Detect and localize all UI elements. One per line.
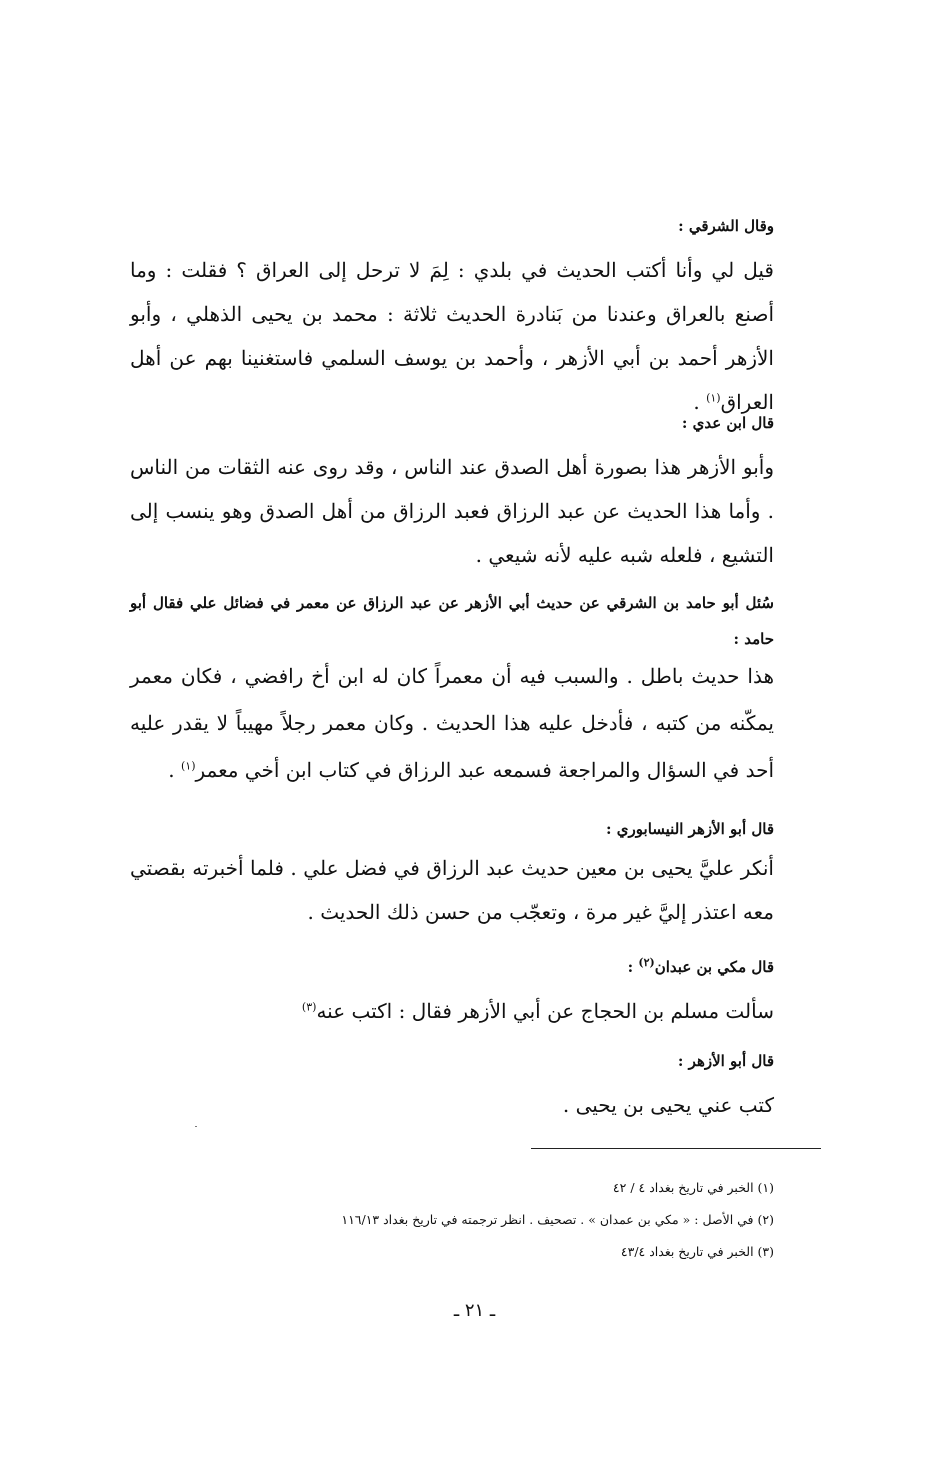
footnote-reference: (٣)	[301, 1000, 317, 1014]
section-paragraph	[302, 989, 774, 1033]
footnote-reference: (١)	[706, 391, 721, 405]
paragraph-end: .	[693, 390, 707, 414]
heading-end: :	[627, 958, 639, 976]
paragraph-text: سألت مسلم بن الحجاج عن أبي الأزهر فقال : اكتب عنه	[316, 999, 774, 1023]
section-heading: سُئل أبو حامد بن الشرقي عن حديث أبي الأزهر عن عبد الرزاق عن معمر في فضائل علي فقال أبو حامد :	[130, 594, 774, 648]
section-heading: قال ابن عدي :	[681, 414, 774, 432]
section-paragraph	[130, 653, 774, 794]
page-number: ـ ٢١ ـ	[453, 1300, 496, 1321]
section-heading: وقال الشرقي :	[678, 217, 774, 235]
paragraph-text: قيل لي وأنا أكتب الحديث في بلدي : لِمَ لا ترحل إلى العراق ؟ فقلت : وما أصنع بالعراق وعندنا من بَنادرة الحديث ثلاثة : محمد بن يحيى الذهلي ، وأبو الأزهر أحمد بن أبي الأزهر ، وأحمد بن يوسف السلمي فاستغنينا بهم عن أهل العراق	[130, 258, 774, 414]
section-paragraph: أنكر عليَّ يحيى بن معين حديث عبد الرزاق في فضل علي . فلما أخبرته بقصتي معه اعتذر إليَّ غير مرة ، وتعجّب من حسن ذلك الحديث .	[130, 856, 774, 924]
section-heading	[628, 958, 774, 976]
paragraph-text: هذا حديث باطل . والسبب فيه أن معمراً كان له ابن أخ رافضي ، فكان معمر يمكّنه من كتبه ، فأدخل عليه هذا الحديث . وكان معمر رجلاً مهيباً لا يقدر عليه أحد في السؤال والمراجعة فسمعه عبد الرزاق في كتاب ابن أخي معمر	[130, 664, 774, 782]
footnote-divider	[531, 1148, 821, 1149]
section-paragraph: وأبو الأزهر هذا بصورة أهل الصدق عند الناس ، وقد روى عنه الثقات من الناس . وأما هذا الحديث عن عبد الرزاق فعبد الرزاق من أهل الصدق وهو ينسب إلى التشيع ، فلعله شبه عليه لأنه شيعي .	[130, 455, 774, 567]
section-paragraph: كتب عني يحيى بن يحيى .	[562, 1093, 774, 1117]
footnote-reference: (١)	[180, 759, 196, 773]
paragraph-end: .	[168, 758, 181, 782]
section-paragraph	[130, 248, 774, 424]
footnote-3: (٣) الخبر في تاريخ بغداد ٤٣/٤	[620, 1244, 774, 1259]
footnote-2: (٢) في الأصل : « مكي بن عمدان » . تصحيف . انظر ترجمته في تاريخ بغداد ١١٦/١٣	[341, 1212, 774, 1227]
section-heading: قال أبو الأزهر :	[677, 1052, 774, 1070]
footnote-1: (١) الخبر في تاريخ بغداد ٤ / ٤٢	[612, 1180, 774, 1195]
footnote-reference: (٢)	[638, 956, 655, 969]
heading-text: قال مكي بن عبدان	[654, 958, 774, 976]
section-heading: قال أبو الأزهر النيسابوري :	[606, 820, 774, 838]
scan-speck	[195, 1126, 197, 1127]
